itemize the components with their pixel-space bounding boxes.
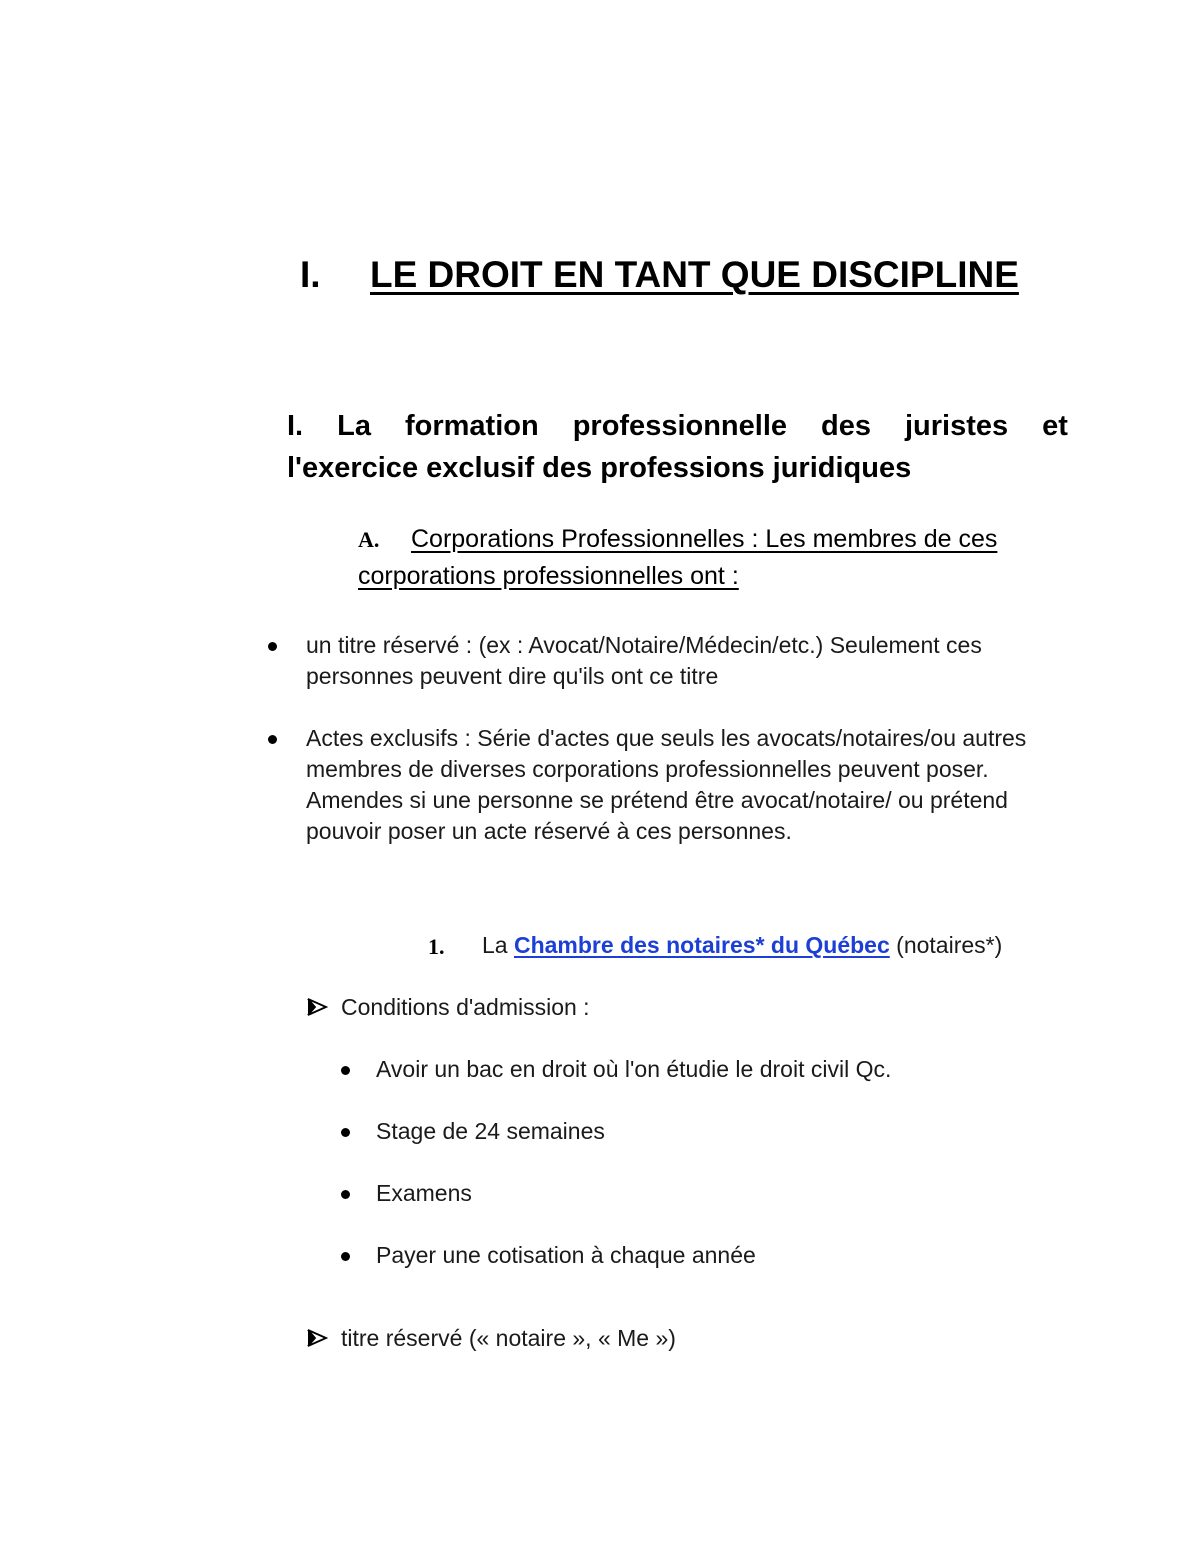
numbered-item [482,930,1002,961]
document-title-number: I. [300,254,321,295]
section-word: juristes [905,410,1009,442]
list-item-line: personnes peuvent dire qu'ils ont ce titre [306,663,719,689]
bullet-icon [268,642,277,651]
section-heading-line-2: l'exercice exclusif des professions juridiques [287,452,912,484]
section-word: formation [404,410,539,442]
arrow-bullet-icon [306,1327,328,1349]
bullet-icon [341,1190,350,1199]
list-item-line: Amendes si une personne se prétend être avocat/notaire/ ou prétend [306,787,1008,813]
conditions-label: Conditions d'admission : [341,994,590,1020]
subsection-letter: A. [358,527,380,552]
section-number: I. [287,410,304,442]
bullet-icon [341,1066,350,1075]
chambre-des-notaires-link[interactable]: Chambre des notaires* du Québec [513,932,890,958]
list-item-line: pouvoir poser un acte réservé à ces personnes. [306,818,792,844]
section-word: et [1042,410,1068,442]
subsection-title-line-2: corporations professionnelles ont : [358,562,739,590]
bullet-icon [341,1252,350,1261]
list-item-line: membres de diverses corporations professionnelles peuvent poser. [306,756,989,782]
document-title: LE DROIT EN TANT QUE DISCIPLINE [370,254,1019,295]
section-heading [287,405,1068,489]
bullet-icon [341,1128,350,1137]
arrow-bullet-icon [306,996,328,1018]
section-word: La [337,410,371,442]
list-item-line: Actes exclusifs : Série d'actes que seuls les avocats/notaires/ou autres [306,725,1027,751]
list-item: Payer une cotisation à chaque année [376,1242,756,1268]
list-item: Examens [376,1180,472,1206]
list-item: Stage de 24 semaines [376,1118,605,1144]
subsection-title-line-1: Corporations Professionnelles : Les membres de ces [411,525,998,553]
numbered-item-number: 1. [428,934,445,959]
section-heading-line-1 [287,405,1068,447]
numbered-item-suffix: (notaires*) [889,932,1003,958]
list-item-line: un titre réservé : (ex : Avocat/Notaire/Médecin/etc.) Seulement ces [306,632,982,658]
reserved-title-line: titre réservé (« notaire », « Me ») [341,1325,676,1351]
section-word: des [821,410,871,442]
section-word: professionnelle [572,410,788,442]
bullet-icon [268,735,277,744]
numbered-item-prefix: La [482,932,514,958]
list-item: Avoir un bac en droit où l'on étudie le droit civil Qc. [376,1056,892,1082]
